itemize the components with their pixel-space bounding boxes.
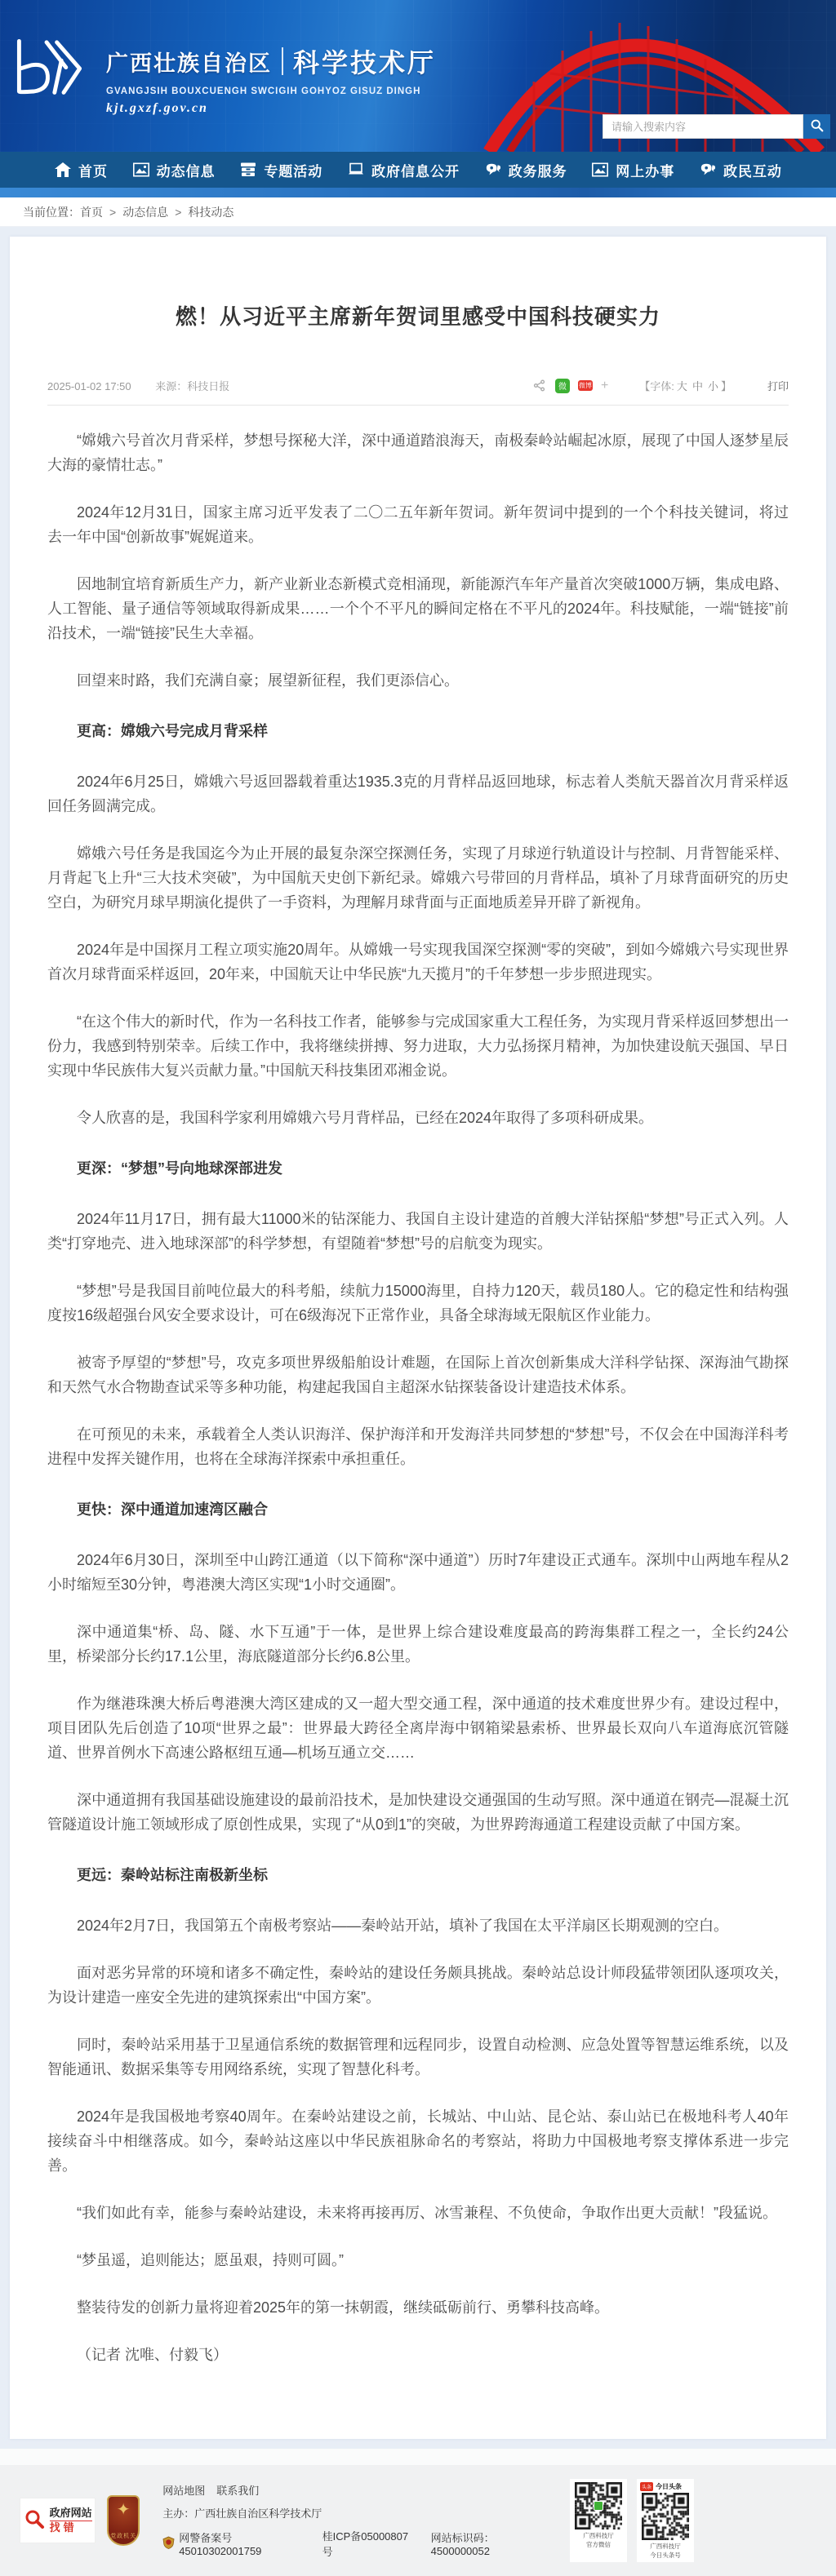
toutiao-qr-code bbox=[642, 2493, 689, 2540]
banner-water-strip bbox=[0, 188, 836, 197]
search-icon bbox=[810, 118, 824, 135]
nav-item-label: 动态信息 bbox=[156, 163, 216, 180]
section-heading: 更深：“梦想”号向地球深部进发 bbox=[77, 1160, 282, 1177]
bubble-pin-icon bbox=[484, 162, 502, 178]
font-size-widget bbox=[639, 378, 732, 393]
nav-item-label: 政府信息公开 bbox=[371, 163, 460, 180]
article-paragraph: “梦想”号是我国目前吨位最大的科考船，续航力15000海里，自持力120天，载员180人。它的稳定性和结构强度按16级超强台风安全要求设计，可在6级海况下正常作业，具备全球海域无限航区作业能力。 bbox=[47, 1283, 789, 1323]
article-paragraph: 2024年2月7日，我国第五个南极考察站——秦岭站开站，填补了我国在太平洋扇区长期观测的空白。 bbox=[77, 1918, 729, 1934]
toutiao-header-text: 今日头条 bbox=[656, 2483, 683, 2491]
meta-divider bbox=[47, 405, 789, 406]
section-heading: 更远：秦岭站标注南极新坐标 bbox=[77, 1867, 268, 1883]
toutiao-qr-card bbox=[637, 2479, 694, 2561]
error-magnifier-icon bbox=[24, 2508, 45, 2534]
search-input[interactable] bbox=[603, 114, 803, 139]
footer-qr-group bbox=[570, 2479, 694, 2561]
party-gov-shield-badge[interactable] bbox=[107, 2495, 140, 2546]
print-button[interactable]: 打印 bbox=[767, 380, 789, 392]
nav-item-7[interactable] bbox=[699, 160, 782, 180]
laptop-icon bbox=[347, 162, 365, 178]
site-code: 网站标识码：4500000052 bbox=[430, 2532, 495, 2557]
article-paragraph: 面对恶劣异常的环境和诸多不确定性，秦岭站的建设任务颇具挑战。秦岭站总设计师段猛带领团队逐项攻关，为设计建造一座安全先进的建筑探索出“中国方案”。 bbox=[47, 1965, 789, 2006]
police-badge-icon bbox=[162, 2536, 175, 2552]
main-nav bbox=[0, 152, 836, 188]
error-badge-text bbox=[50, 2507, 92, 2535]
footer-link-1[interactable]: 网站地图 bbox=[162, 2485, 206, 2497]
article-paragraph: 深中通道拥有我国基础设施建设的最前沿技术，是加快建设交通强国的生动写照。深中通道在钢壳—混凝土沉管隧道设计施工领域形成了原创性成果，实现了“从0到1”的突破，为世界跨海通道工程建设贡献了中国方案。 bbox=[47, 1792, 789, 1833]
article-paragraph: 2024年12月31日，国家主席习近平发表了二〇二五年新年贺词。新年贺词中提到的一个个科技关键词，将过去一年中国“创新故事”娓娓道来。 bbox=[47, 504, 789, 545]
site-search bbox=[603, 114, 830, 139]
article-paragraph: 深中通道集“桥、岛、隧、水下互通”于一体，是世界上综合建设难度最高的跨海集群工程之一，全长约24公里，桥梁部分长约17.1公里，海底隧道部分长约6.8公里。 bbox=[47, 1624, 789, 1665]
site-brand bbox=[106, 42, 436, 116]
share-icon[interactable] bbox=[532, 379, 547, 393]
site-footer bbox=[0, 2465, 836, 2576]
breadcrumb bbox=[0, 197, 836, 227]
font-size-option[interactable]: 大 bbox=[676, 380, 687, 392]
article-paragraph: 作为继港珠澳大桥后粤港澳大湾区建成的又一超大型交通工程，深中通道的技术难度世界少有。建设过程中，项目团队先后创造了10项“世界之最”：世界最大跨径全离岸海中钢箱梁悬索桥、世界最长双向八车道海底沉管隧道、世界首例水下高速公路枢纽互通—机场互通立交…… bbox=[47, 1696, 789, 1761]
section-heading: 更快：深中通道加速湾区融合 bbox=[77, 1501, 268, 1518]
article-paragraph: 回望来时路，我们充满自豪；展望新征程，我们更添信心。 bbox=[77, 672, 459, 689]
nav-item-label: 政务服务 bbox=[508, 163, 567, 180]
article-paragraph: 整装待发的创新力量将迎着2025年的第一抹朝霞，继续砥砺前行、勇攀科技高峰。 bbox=[77, 2299, 610, 2316]
article-paragraph: 2024年是中国探月工程立项实施20周年。从嫦娥一号实现我国深空探测“零的突破”，到如今嫦娥六号实现世界首次月球背面采样返回，20年来，中国航天让中华民族“九天揽月”的千年梦想一步步照进现实。 bbox=[47, 942, 789, 982]
breadcrumb-items bbox=[80, 204, 233, 220]
footer-records bbox=[162, 2528, 558, 2559]
gov-site-error-badge[interactable] bbox=[20, 2498, 96, 2543]
footer-info bbox=[162, 2482, 558, 2559]
wechat-qr-label: 广西科技厅 官方微信 bbox=[583, 2532, 614, 2548]
article-paragraph: 在可预见的未来，承载着全人类认识海洋、保护海洋和开发海洋共同梦想的“梦想”号，不仅会在中国海洋科考进程中发挥关键作用，也将在全球海洋探索中承担重任。 bbox=[47, 1426, 789, 1467]
article-meta bbox=[47, 378, 789, 393]
zhuang-name: GVANGJSIH BOUXCUENGH SWCIGIH GOHYOZ GISUZ DINGH bbox=[106, 86, 421, 96]
image-icon bbox=[591, 162, 609, 178]
article-paragraph: 同时，秦岭站采用基于卫星通信系统的数据管理和远程同步，设置自动检测、应急处置等智慧运维系统，以及智能通讯、数据采集等专用网络系统，实现了智慧化科考。 bbox=[47, 2037, 789, 2077]
nav-item-5[interactable] bbox=[484, 160, 567, 180]
nav-item-label: 专题活动 bbox=[264, 163, 323, 180]
site-domain: kjt.gxzf.gov.cn bbox=[106, 101, 208, 115]
archive-icon bbox=[239, 162, 257, 178]
toutiao-qr-label: 广西科技厅 今日头条号 bbox=[650, 2543, 681, 2559]
shield-label: 党政机关 bbox=[110, 2534, 137, 2539]
article-paragraph: 被寄予厚望的“梦想”号，攻克多项世界级船舶设计难题，在国际上首次创新集成大洋科学钻探、深海油气勘探和天然气水合物勘查试采等多种功能，构建起我国自主超深水钻探装备设计建造技术体系。 bbox=[47, 1355, 789, 1395]
breadcrumb-separator: > bbox=[109, 205, 117, 219]
article-paragraph: 嫦娥六号任务是我国迄今为止开展的最复杂深空探测任务，实现了月球逆行轨道设计与控制、月背智能采样、月背起飞上升“三大技术突破”，为中国航天史创下新纪录。嫦娥六号带回的月背样品，填补了月球背面研究的历史空白，为研究月球早期演化提供了一手资料，为理解月球背面与正面地质差异开辟了新视角。 bbox=[47, 845, 789, 911]
article-source: 来源：科技日报 bbox=[155, 380, 230, 392]
article-paragraph: （记者 沈唯、付毅飞） bbox=[77, 2347, 228, 2363]
nav-item-1[interactable] bbox=[54, 160, 108, 180]
footer-links bbox=[162, 2482, 558, 2498]
article-title: 燃！从习近平主席新年贺词里感受中国科技硬实力 bbox=[175, 304, 660, 329]
breadcrumb-separator: > bbox=[175, 205, 182, 219]
nav-item-2[interactable] bbox=[132, 160, 216, 180]
wechat-share-icon[interactable]: 微 bbox=[555, 379, 570, 393]
page-main bbox=[0, 227, 836, 2449]
font-size-option[interactable]: 小 bbox=[707, 380, 718, 392]
meta-right bbox=[532, 378, 789, 393]
org-name: 广西壮族自治区 bbox=[106, 51, 272, 76]
nav-item-4[interactable] bbox=[347, 160, 460, 180]
nav-item-label: 网上办事 bbox=[616, 163, 675, 180]
publish-time: 2025-01-02 17:50 bbox=[47, 380, 131, 392]
pre-footer-strip bbox=[0, 2449, 836, 2465]
toutiao-qr-header bbox=[640, 2482, 682, 2491]
section-heading: 更高：嫦娥六号完成月背采样 bbox=[77, 723, 268, 739]
wechat-qr-center-logo bbox=[594, 2501, 603, 2511]
breadcrumb-link-1[interactable]: 首页 bbox=[80, 205, 103, 219]
breadcrumb-prefix: 当前位置： bbox=[23, 205, 80, 219]
article-paragraph: 2024年11月17日，拥有最大11000米的钻深能力、我国自主设计建造的首艘大洋钻探船“梦想”号正式入列。人类“打穿地壳、进入地球深部”的科学梦想，有望随着“梦想”号的启航变为现实。 bbox=[47, 1211, 789, 1252]
article-paragraph: 2024年6月30日，深圳至中山跨江通道（以下简称“深中通道”）历时7年建设正式通车。深圳中山两地车程从2小时缩短至30分钟，粤港澳大湾区实现“1小时交通圈”。 bbox=[47, 1552, 789, 1593]
article-paragraph: 令人欣喜的是，我国科学家利用嫦娥六号月背样品，已经在2024年取得了多项科研成果。 bbox=[77, 1110, 654, 1126]
font-size-option[interactable]: 中 bbox=[691, 380, 703, 392]
breadcrumb-link-2[interactable]: 动态信息 bbox=[122, 205, 169, 219]
icp-number: 桂ICP备05000807号 bbox=[322, 2530, 409, 2558]
meta-left bbox=[47, 378, 251, 393]
site-logo bbox=[7, 34, 98, 103]
wechat-qr-card bbox=[570, 2479, 627, 2561]
font-size-label-suffix: 】 bbox=[720, 380, 732, 392]
article-paragraph: 因地制宜培育新质生产力，新产业新业态新模式竞相涌现，新能源汽车年产量首次突破1000万辆，集成电路、人工智能、量子通信等领域取得新成果……一个个不平凡的瞬间定格在不平凡的2024年。科技赋能，一端“链接”前沿技术，一端“链接”民生大幸福。 bbox=[47, 576, 789, 641]
shield-emblem-icon: ✦ bbox=[116, 2501, 131, 2519]
police-record-number: 网警备案号45010302001759 bbox=[179, 2532, 262, 2557]
article-paragraph: “我们如此有幸，能参与秦岭站建设，未来将再接再厉、冰雪兼程、不负使命，争取作出更大贡献！”段猛说。 bbox=[77, 2205, 777, 2221]
article-paragraph: “嫦娥六号首次月背采样，梦想号探秘大洋，深中通道踏浪海天，南极秦岭站崛起冰原，展现了中国人逐梦星辰大海的豪情壮志。” bbox=[47, 432, 789, 473]
brand-separator bbox=[282, 47, 283, 75]
article-paragraph: “梦虽遥，追则能达；愿虽艰，持则可圆。” bbox=[77, 2252, 344, 2268]
weibo-share-icon[interactable]: 微博 bbox=[578, 382, 592, 389]
image-icon bbox=[132, 162, 150, 178]
wechat-qr-wrap bbox=[575, 2482, 622, 2529]
footer-link-2[interactable]: 联系我们 bbox=[216, 2485, 260, 2497]
toutiao-icon: 头条 bbox=[640, 2482, 653, 2491]
article-paragraph: “在这个伟大的新时代，作为一名科技工作者，能够参与完成国家重大工程任务，为实现月背采样返回梦想出一份力，我感到特别荣幸。后续工作中，我将继续拼搏、努力进取，大力弘扬探月精神，为加快建设航天强国、早日实现中华民族伟大复兴贡献力量。”中国航天科技集团邓湘金说。 bbox=[47, 1013, 789, 1079]
footer-organizer: 主办：广西壮族自治区科学技术厅 bbox=[162, 2507, 322, 2520]
dept-name: 科学技术厅 bbox=[293, 48, 437, 78]
search-button[interactable] bbox=[803, 114, 830, 139]
article-card bbox=[10, 237, 826, 2439]
article-paragraph: 2024年是我国极地考察40周年。在秦岭站建设之前，长城站、中山站、昆仑站、泰山站已在极地科考人40年接续奋斗中相继落成。如今，秦岭站这座以中华民族祖脉命名的考察站，将助力中国极地考察支撑体系进一步完善。 bbox=[47, 2108, 789, 2174]
home-icon bbox=[54, 162, 72, 178]
article-body bbox=[47, 428, 789, 2367]
nav-item-label: 首页 bbox=[78, 163, 108, 180]
nav-item-6[interactable] bbox=[591, 160, 674, 180]
nav-item-label: 政民互动 bbox=[723, 163, 782, 180]
error-badge-line1: 政府网站 bbox=[50, 2507, 92, 2521]
site-banner bbox=[0, 0, 836, 152]
article-paragraph: 2024年6月25日，嫦娥六号返回器载着重达1935.3克的月背样品返回地球，标志着人类航天器首次月背采样返回任务圆满完成。 bbox=[47, 774, 789, 814]
nav-item-3[interactable] bbox=[239, 160, 322, 180]
bubble-pin-icon bbox=[699, 162, 717, 178]
font-size-label: 【字体: bbox=[639, 380, 674, 392]
more-share-icon[interactable]: + bbox=[600, 378, 609, 392]
error-badge-line2: 找错 bbox=[49, 2521, 78, 2534]
breadcrumb-link-3: 科技动态 bbox=[188, 205, 234, 219]
toutiao-qr-wrap bbox=[642, 2493, 689, 2540]
